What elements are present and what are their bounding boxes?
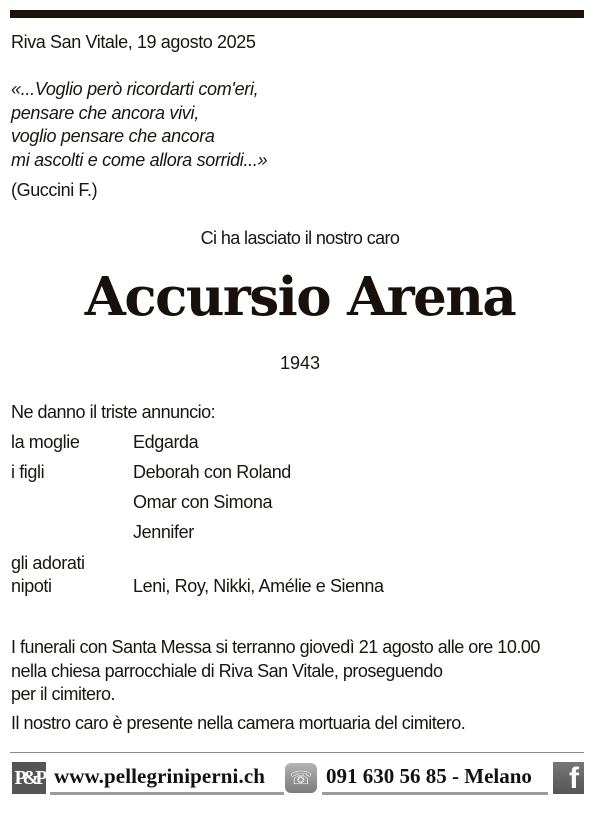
quote-author: (Guccini F.)	[11, 180, 98, 200]
birth-year: 1943	[279, 353, 321, 373]
pp-logo-icon: P&P	[12, 762, 46, 794]
phone-underline	[322, 792, 548, 795]
relative-value: Edgarda	[133, 432, 199, 452]
funeral-details	[11, 636, 540, 707]
quote-line: voglio pensare che ancora	[11, 126, 215, 146]
relative-label: la moglie	[11, 432, 80, 452]
quote-line: pensare che ancora vivi,	[11, 102, 199, 123]
mortuary-note: Il nostro caro è presente nella camera mortuaria del cimitero.	[11, 713, 466, 733]
funeral-line: per il cimitero.	[11, 684, 116, 704]
relative-value: Deborah con Roland	[133, 462, 291, 482]
facebook-icon[interactable]: f	[553, 762, 584, 794]
funeral-line: I funerali con Santa Messa si terranno giovedì 21 agosto alle ore 10.00	[11, 637, 540, 657]
relative-label: nipoti	[11, 576, 52, 596]
quote	[11, 78, 267, 172]
announcement-heading: Ne danno il triste annuncio:	[11, 402, 216, 422]
phone-icon: ☏	[285, 763, 317, 793]
quote-line: mi ascolti e come allora sorridi...»	[11, 149, 268, 170]
phone-number: 091 630 56 85 - Melano	[326, 764, 532, 788]
relative-label: i figli	[11, 462, 45, 482]
footer-divider	[10, 752, 584, 753]
funeral-line: nella chiesa parrocchiale di Riva San Vitale, proseguendo	[11, 660, 443, 681]
top-divider-bar	[10, 10, 584, 18]
deceased-name: Accursio Arena	[84, 266, 516, 328]
relative-value: Omar con Simona	[133, 492, 273, 512]
relative-value: Leni, Roy, Nikki, Amélie e Sienna	[133, 576, 384, 596]
relative-value: Jennifer	[133, 522, 194, 542]
relative-label: gli adorati	[11, 553, 85, 573]
website-link[interactable]: www.pellegriniperni.ch	[54, 764, 266, 788]
intro-text: Ci ha lasciato il nostro caro	[200, 228, 400, 248]
footer-banner	[10, 762, 584, 796]
quote-line: «...Voglio però ricordarti com'eri,	[11, 79, 259, 99]
website-underline	[50, 792, 284, 795]
place-date: Riva San Vitale, 19 agosto 2025	[11, 32, 256, 52]
